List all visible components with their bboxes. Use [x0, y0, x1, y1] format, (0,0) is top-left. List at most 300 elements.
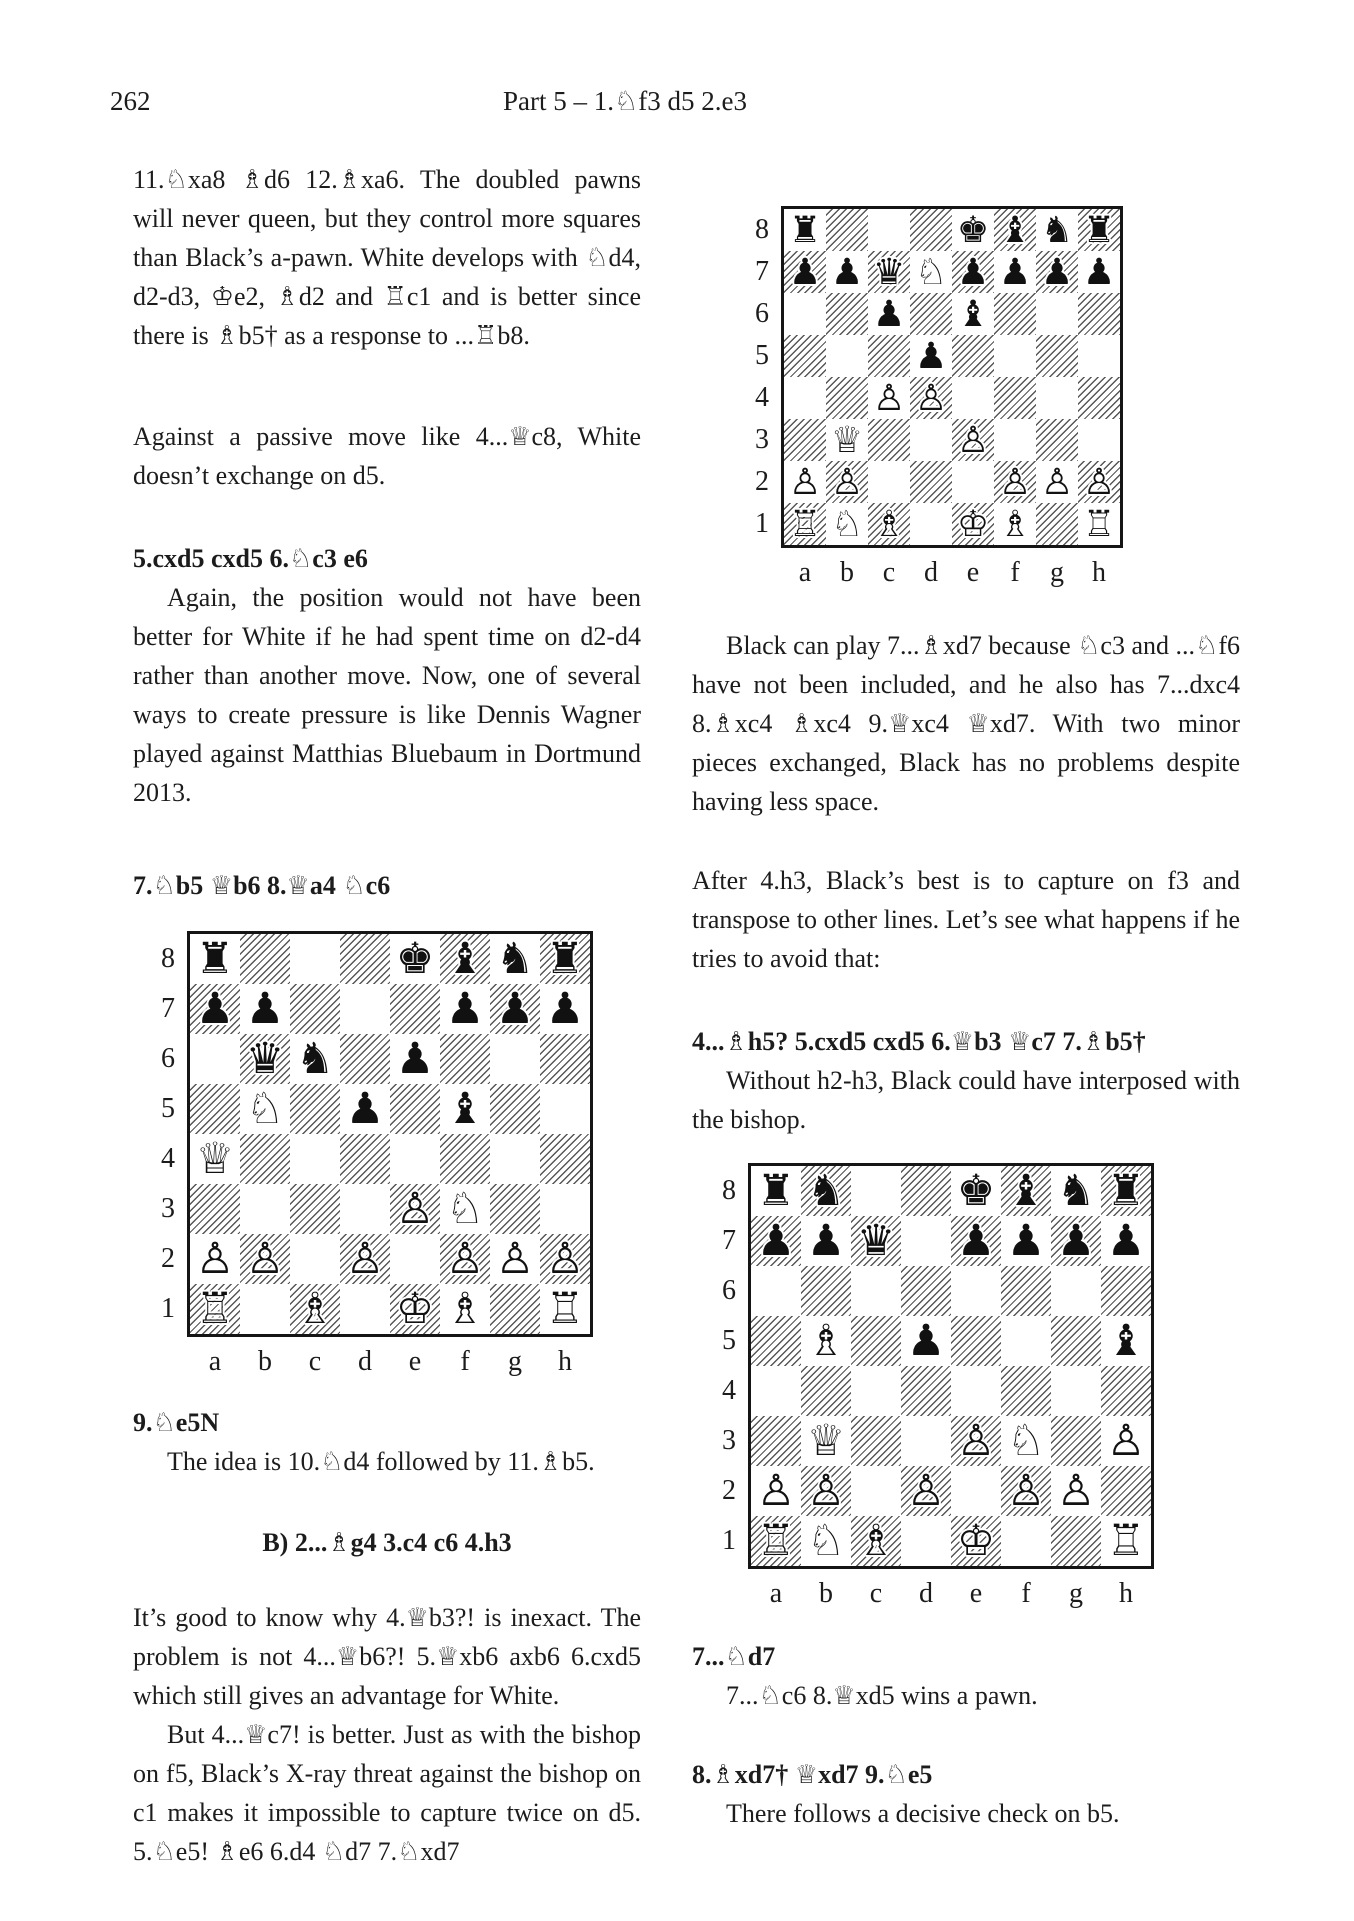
paragraph: It’s good to know why 4.♕b3?! is inexact. The problem is not 4...♕b6?! 5.♕xb6 axb6 6.cxd5 which still gives an advantage for White. [133, 1603, 641, 1710]
board-square [784, 335, 826, 377]
white-pawn-icon: ♙ [1040, 460, 1074, 503]
paragraph: After 4.h3, Black’s best is to capture on f3 and transpose to other lines. Let’s see what happens if he tries to avoid that: [692, 866, 1240, 973]
board-square [952, 293, 994, 335]
board-square [1036, 293, 1078, 335]
rank-label: 5 [722, 1325, 736, 1356]
file-label: d [358, 1346, 372, 1377]
board-square [751, 1516, 801, 1566]
board-square [340, 1284, 390, 1334]
board-square [190, 1034, 240, 1084]
file-label: b [840, 557, 854, 588]
page-header-title: Part 5 – 1.♘f3 d5 2.e3 [503, 86, 747, 116]
board-square [851, 1216, 901, 1266]
white-pawn-icon: ♙ [998, 460, 1032, 503]
variation-heading: B) 2...♗g4 3.c4 c6 4.h3 [262, 1528, 512, 1557]
board-square [1078, 293, 1120, 335]
white-pawn-icon: ♙ [545, 1234, 585, 1284]
board-square [868, 419, 910, 461]
board-square [290, 984, 340, 1034]
board-square [901, 1516, 951, 1566]
black-rook-icon: ♜ [1082, 208, 1116, 251]
board-square [826, 209, 868, 251]
black-pawn-icon: ♟ [395, 1034, 435, 1084]
paragraph: Without h2-h3, Black could have interposed with the bishop. [692, 1066, 1240, 1134]
chess-diagram-1 [153, 931, 641, 1381]
board-square [826, 335, 868, 377]
rank-label: 1 [755, 508, 769, 539]
board-square [240, 934, 290, 984]
white-rook-icon: ♖ [788, 502, 822, 545]
board-square [801, 1466, 851, 1516]
black-bishop-icon: ♝ [1006, 1166, 1046, 1216]
white-knight-icon: ♘ [806, 1516, 846, 1566]
board-square [951, 1266, 1001, 1316]
board-square [751, 1266, 801, 1316]
white-rook-icon: ♖ [1082, 502, 1116, 545]
white-pawn-icon: ♙ [1006, 1466, 1046, 1516]
board-square [801, 1516, 851, 1566]
white-pawn-icon: ♙ [830, 460, 864, 503]
board-square [751, 1416, 801, 1466]
white-king-icon: ♔ [956, 1516, 996, 1566]
board-square [1078, 209, 1120, 251]
black-pawn-icon: ♟ [1040, 250, 1074, 293]
board-square [1051, 1516, 1101, 1566]
rank-label: 5 [755, 340, 769, 371]
white-pawn-icon: ♙ [445, 1234, 485, 1284]
rank-labels [153, 931, 187, 1337]
rank-label: 3 [161, 1193, 175, 1224]
board-square [994, 503, 1036, 545]
board-square [390, 1234, 440, 1284]
paragraph: But 4...♕c7! is better. Just as with the bishop on f5, Black’s X-ray threat against the bishop on c1 makes it impossible to capture twice on d5. 5.♘e5! ♗e6 6.d4 ♘d7 7.♘xd7 [133, 1720, 641, 1866]
rank-label: 2 [755, 466, 769, 497]
board-square [851, 1416, 901, 1466]
board-square [1078, 419, 1120, 461]
rank-label: 1 [722, 1525, 736, 1556]
board-square [951, 1166, 1001, 1216]
white-pawn-icon: ♙ [495, 1234, 535, 1284]
board-square [190, 1284, 240, 1334]
black-pawn-icon: ♟ [1006, 1216, 1046, 1266]
diagram-grid [747, 206, 1240, 548]
board-square [340, 1184, 390, 1234]
black-bishop-icon: ♝ [1106, 1316, 1146, 1366]
board-square [240, 1034, 290, 1084]
chess-diagram-2 [747, 206, 1240, 592]
board-square [1078, 251, 1120, 293]
board-square [901, 1366, 951, 1416]
board-square [240, 984, 290, 1034]
board-square [440, 984, 490, 1034]
white-knight-icon: ♘ [914, 250, 948, 293]
board-square [784, 377, 826, 419]
white-knight-icon: ♘ [830, 502, 864, 545]
board-square [440, 1084, 490, 1134]
board-square [1051, 1316, 1101, 1366]
black-rook-icon: ♜ [545, 934, 585, 984]
board-square [490, 934, 540, 984]
board-square [994, 209, 1036, 251]
board-square [340, 934, 390, 984]
black-pawn-icon: ♟ [956, 250, 990, 293]
black-knight-icon: ♞ [1056, 1166, 1096, 1216]
paragraph: 11.♘xa8 ♗d6 12.♗xa6. The doubled pawns will never queen, but they control more squares than Black’s a-pawn. White develops with ♘d4, d2-d3, ♔e2, ♗d2 and ♖c1 and is better since there is ♗b5† as a response to ...♖b8. [133, 165, 641, 350]
rank-labels [714, 1163, 748, 1569]
black-knight-icon: ♞ [1040, 208, 1074, 251]
board-square [240, 1184, 290, 1234]
board-square [851, 1166, 901, 1216]
paragraph: Black can play 7...♗xd7 because ♘c3 and ...♘f6 have not been included, and he also has 7...dxc4 8.♗xc4 ♗xc4 9.♕xc4 ♕xd7. With two minor pieces exchanged, Black has no problems despite having less space. [692, 631, 1240, 816]
black-pawn-icon: ♟ [1082, 250, 1116, 293]
rank-label: 4 [755, 382, 769, 413]
board-square [826, 503, 868, 545]
white-pawn-icon: ♙ [195, 1234, 235, 1284]
board-square [910, 251, 952, 293]
diagram-grid [714, 1163, 1240, 1569]
board-square [240, 1134, 290, 1184]
board-square [340, 1234, 390, 1284]
board-square [290, 934, 340, 984]
board-square [826, 377, 868, 419]
board-square [1001, 1466, 1051, 1516]
black-king-icon: ♚ [395, 934, 435, 984]
white-queen-icon: ♕ [830, 418, 864, 461]
black-queen-icon: ♛ [856, 1216, 896, 1266]
board-square [390, 1084, 440, 1134]
file-label: f [1021, 1578, 1031, 1609]
white-pawn-icon: ♙ [756, 1466, 796, 1516]
file-label: g [508, 1346, 522, 1377]
board-square [1001, 1316, 1051, 1366]
file-labels [784, 548, 1240, 592]
board-square [851, 1266, 901, 1316]
black-knight-icon: ♞ [806, 1166, 846, 1216]
board-square [784, 419, 826, 461]
board-square [1051, 1266, 1101, 1316]
black-pawn-icon: ♟ [806, 1216, 846, 1266]
board-square [1101, 1366, 1151, 1416]
black-king-icon: ♚ [956, 1166, 996, 1216]
board-square [1101, 1166, 1151, 1216]
rank-label: 5 [161, 1093, 175, 1124]
black-bishop-icon: ♝ [998, 208, 1032, 251]
white-rook-icon: ♖ [756, 1516, 796, 1566]
black-knight-icon: ♞ [495, 934, 535, 984]
board-square [951, 1466, 1001, 1516]
move-heading: 5.cxd5 cxd5 6.♘c3 e6 [133, 544, 368, 573]
board-square [910, 335, 952, 377]
board-square [751, 1216, 801, 1266]
board-square [1036, 461, 1078, 503]
chess-board [781, 206, 1123, 548]
file-label: g [1050, 557, 1064, 588]
file-label: c [869, 1578, 883, 1609]
file-labels [751, 1569, 1240, 1613]
board-square [540, 1134, 590, 1184]
black-rook-icon: ♜ [788, 208, 822, 251]
board-square [1001, 1416, 1051, 1466]
board-square [440, 934, 490, 984]
board-square [910, 419, 952, 461]
board-square [784, 251, 826, 293]
board-square [801, 1416, 851, 1466]
white-pawn-icon: ♙ [1082, 460, 1116, 503]
board-square [1101, 1416, 1151, 1466]
move-heading: 8.♗xd7† ♕xd7 9.♘e5 [692, 1760, 933, 1789]
black-bishop-icon: ♝ [445, 934, 485, 984]
white-bishop-icon: ♗ [445, 1284, 485, 1334]
board-square [440, 1134, 490, 1184]
white-pawn-icon: ♙ [806, 1466, 846, 1516]
board-square [340, 1134, 390, 1184]
board-square [994, 461, 1036, 503]
board-square [390, 1134, 440, 1184]
white-pawn-icon: ♙ [956, 1416, 996, 1466]
white-bishop-icon: ♗ [295, 1284, 335, 1334]
board-square [952, 209, 994, 251]
board-square [994, 419, 1036, 461]
board-square [1036, 377, 1078, 419]
rank-label: 6 [722, 1275, 736, 1306]
black-pawn-icon: ♟ [906, 1316, 946, 1366]
move-heading: 9.♘e5N [133, 1408, 220, 1437]
rank-label: 8 [755, 214, 769, 245]
paragraph: There follows a decisive check on b5. [726, 1799, 1120, 1828]
black-pawn-icon: ♟ [445, 984, 485, 1034]
board-square [994, 377, 1036, 419]
black-pawn-icon: ♟ [1106, 1216, 1146, 1266]
board-square [868, 335, 910, 377]
board-square [1036, 419, 1078, 461]
board-square [826, 461, 868, 503]
board-square [901, 1266, 951, 1316]
board-square [490, 1134, 540, 1184]
rank-label: 8 [722, 1175, 736, 1206]
board-square [784, 209, 826, 251]
file-label: c [882, 557, 896, 588]
white-queen-icon: ♕ [806, 1416, 846, 1466]
file-labels [190, 1337, 641, 1381]
board-square [951, 1366, 1001, 1416]
move-heading: 7.♘b5 ♕b6 8.♕a4 ♘c6 [133, 871, 391, 900]
white-bishop-icon: ♗ [998, 502, 1032, 545]
board-square [1036, 251, 1078, 293]
white-pawn-icon: ♙ [395, 1184, 435, 1234]
board-square [952, 461, 994, 503]
board-square [440, 1034, 490, 1084]
black-pawn-icon: ♟ [830, 250, 864, 293]
paragraph: Again, the position would not have been better for White if he had spent time on d2-d4 rather than another move. Now, one of several ways to create pressure is like Dennis Wagner played against Matthias Bluebaum in Dortmund 2013. [133, 583, 641, 807]
file-label: b [258, 1346, 272, 1377]
board-square [751, 1466, 801, 1516]
rank-label: 1 [161, 1293, 175, 1324]
board-square [868, 503, 910, 545]
board-square [440, 1284, 490, 1334]
board-square [1101, 1516, 1151, 1566]
board-square [490, 1284, 540, 1334]
board-square [910, 503, 952, 545]
board-square [190, 1134, 240, 1184]
board-square [901, 1316, 951, 1366]
white-knight-icon: ♘ [445, 1184, 485, 1234]
board-square [190, 984, 240, 1034]
page-number: 262 [110, 86, 151, 116]
board-square [1101, 1466, 1151, 1516]
board-square [751, 1166, 801, 1216]
white-bishop-icon: ♗ [806, 1316, 846, 1366]
black-bishop-icon: ♝ [445, 1084, 485, 1134]
board-square [868, 209, 910, 251]
black-rook-icon: ♜ [1106, 1166, 1146, 1216]
rank-label: 2 [161, 1243, 175, 1274]
board-square [826, 251, 868, 293]
file-label: d [924, 557, 938, 588]
board-square [901, 1166, 951, 1216]
black-pawn-icon: ♟ [956, 1216, 996, 1266]
board-square [390, 984, 440, 1034]
board-square [540, 984, 590, 1034]
board-square [190, 1184, 240, 1234]
board-square [851, 1366, 901, 1416]
right-column [692, 198, 1240, 1833]
rank-label: 4 [722, 1375, 736, 1406]
board-square [290, 1034, 340, 1084]
white-knight-icon: ♘ [1006, 1416, 1046, 1466]
board-square [952, 377, 994, 419]
board-square [440, 1234, 490, 1284]
white-rook-icon: ♖ [195, 1284, 235, 1334]
black-pawn-icon: ♟ [495, 984, 535, 1034]
rank-label: 2 [722, 1475, 736, 1506]
file-label: f [1010, 557, 1020, 588]
board-square [1078, 461, 1120, 503]
board-square [801, 1316, 851, 1366]
board-square [190, 934, 240, 984]
board-square [951, 1416, 1001, 1466]
file-label: h [558, 1346, 572, 1377]
chess-board [748, 1163, 1154, 1569]
black-pawn-icon: ♟ [245, 984, 285, 1034]
black-pawn-icon: ♟ [872, 292, 906, 335]
move-heading: 4...♗h5? 5.cxd5 cxd5 6.♕b3 ♕c7 7.♗b5† [692, 1027, 1146, 1056]
board-square [784, 293, 826, 335]
board-square [952, 335, 994, 377]
board-square [994, 293, 1036, 335]
board-square [801, 1366, 851, 1416]
board-square [1036, 503, 1078, 545]
black-knight-icon: ♞ [295, 1034, 335, 1084]
white-king-icon: ♔ [395, 1284, 435, 1334]
black-pawn-icon: ♟ [345, 1084, 385, 1134]
page-header [110, 86, 1240, 126]
rank-label: 7 [722, 1225, 736, 1256]
rank-label: 3 [755, 424, 769, 455]
black-pawn-icon: ♟ [788, 250, 822, 293]
board-square [851, 1316, 901, 1366]
black-rook-icon: ♜ [195, 934, 235, 984]
white-pawn-icon: ♙ [914, 376, 948, 419]
board-square [290, 1284, 340, 1334]
board-square [340, 984, 390, 1034]
white-pawn-icon: ♙ [788, 460, 822, 503]
black-pawn-icon: ♟ [998, 250, 1032, 293]
white-pawn-icon: ♙ [1056, 1466, 1096, 1516]
black-bishop-icon: ♝ [956, 292, 990, 335]
white-pawn-icon: ♙ [956, 418, 990, 461]
board-square [540, 934, 590, 984]
chess-board [187, 931, 593, 1337]
black-pawn-icon: ♟ [545, 984, 585, 1034]
board-square [868, 461, 910, 503]
file-label: d [919, 1578, 933, 1609]
board-square [490, 1184, 540, 1234]
board-square [784, 503, 826, 545]
white-rook-icon: ♖ [545, 1284, 585, 1334]
white-king-icon: ♔ [956, 502, 990, 545]
board-square [910, 209, 952, 251]
board-square [1001, 1366, 1051, 1416]
white-rook-icon: ♖ [1106, 1516, 1146, 1566]
board-square [868, 251, 910, 293]
white-pawn-icon: ♙ [245, 1234, 285, 1284]
file-label: e [969, 1578, 983, 1609]
board-square [952, 419, 994, 461]
board-square [440, 1184, 490, 1234]
board-square [290, 1084, 340, 1134]
board-square [1078, 377, 1120, 419]
file-label: c [308, 1346, 322, 1377]
board-square [910, 377, 952, 419]
board-square [240, 1284, 290, 1334]
file-label: b [819, 1578, 833, 1609]
board-square [868, 293, 910, 335]
rank-label: 4 [161, 1143, 175, 1174]
board-square [951, 1316, 1001, 1366]
board-square [1051, 1466, 1101, 1516]
board-square [910, 293, 952, 335]
rank-label: 6 [161, 1043, 175, 1074]
board-square [910, 461, 952, 503]
rank-label: 3 [722, 1425, 736, 1456]
board-square [1101, 1216, 1151, 1266]
white-bishop-icon: ♗ [856, 1516, 896, 1566]
rank-labels [747, 206, 781, 548]
board-square [826, 419, 868, 461]
board-square [390, 934, 440, 984]
move-heading: 7...♘d7 [692, 1642, 776, 1671]
board-square [390, 1034, 440, 1084]
board-square [1001, 1166, 1051, 1216]
board-square [1101, 1316, 1151, 1366]
file-label: e [408, 1346, 422, 1377]
board-square [1036, 209, 1078, 251]
board-square [1101, 1266, 1151, 1316]
board-square [1051, 1416, 1101, 1466]
white-pawn-icon: ♙ [1106, 1416, 1146, 1466]
board-square [952, 503, 994, 545]
file-label: h [1119, 1578, 1133, 1609]
board-square [1001, 1266, 1051, 1316]
board-square [801, 1216, 851, 1266]
rank-label: 7 [161, 993, 175, 1024]
board-square [340, 1034, 390, 1084]
board-square [290, 1234, 340, 1284]
rank-label: 7 [755, 256, 769, 287]
file-label: g [1069, 1578, 1083, 1609]
black-pawn-icon: ♟ [195, 984, 235, 1034]
board-square [540, 1284, 590, 1334]
